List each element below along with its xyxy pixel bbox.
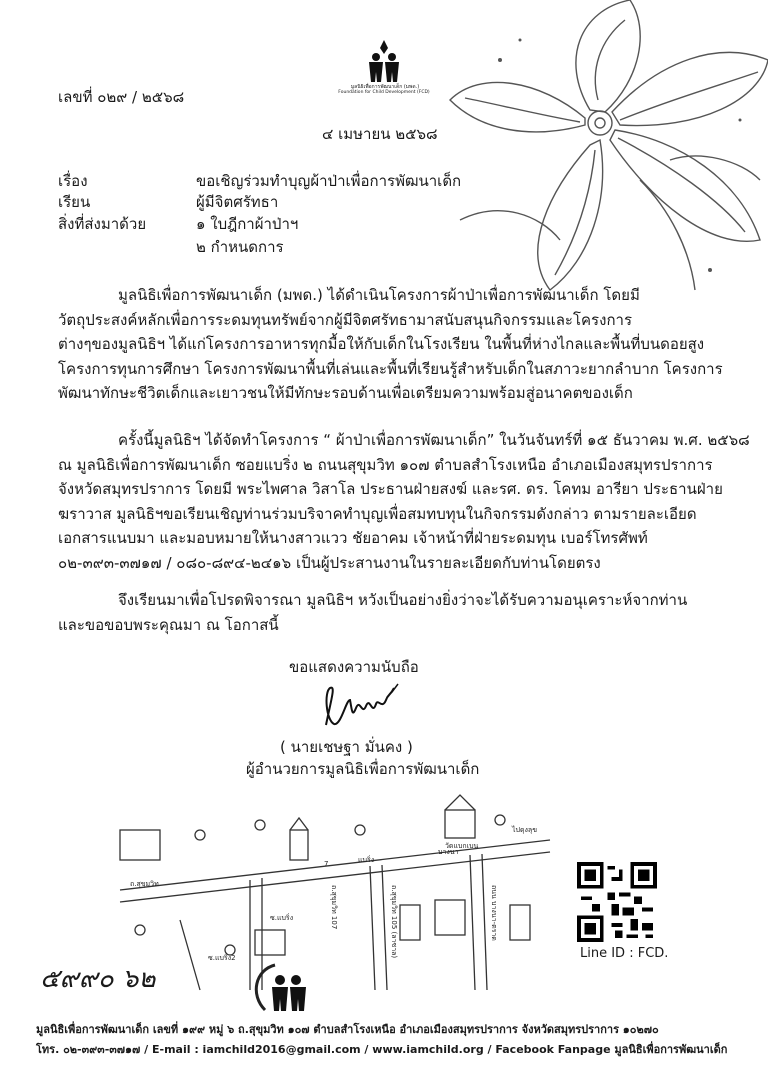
paragraph-line: โครงการทุนการศึกษา โครงการพัฒนาพื้นที่เล่นและพื้นที่เรียนรู้สำหรับเด็กในสภาวะยากลำบาก โครงการ — [58, 359, 723, 378]
foundation-logo-icon — [250, 955, 320, 1015]
map-label-to-bangna: ไปดุงลุข — [512, 826, 538, 834]
qr-code — [577, 862, 657, 942]
paragraph-line: จังหวัดสมุทรปราการ โดยมี พระไพศาล วิสาโล ประธานฝ่ายสงฆ์ และรศ. ดร. โคทม อารียา ประธานฝ่าย — [58, 480, 723, 498]
map-label-hospital: บางนา — [438, 848, 459, 856]
foundation-logo-icon — [364, 40, 404, 84]
enclosure-item-1: ๑ ใบฎีกาผ้าป่าฯ — [196, 215, 299, 233]
signer-title: ผู้อำนวยการมูลนิธิเพื่อการพัฒนาเด็ก — [246, 760, 480, 778]
location-map — [100, 790, 560, 1010]
map-label-store: 7 — [324, 860, 329, 868]
enclosure-label: สิ่งที่ส่งมาด้วย — [58, 215, 147, 233]
recipient-value: ผู้มีจิตศรัทธา — [196, 193, 279, 211]
letter-date: ๔ เมษายน ๒๕๖๘ — [322, 125, 438, 143]
foundation-name-th: มูลนิธิเพื่อการพัฒนาเด็ก (มพด.) — [350, 84, 420, 90]
paragraph-line: วัตถุประสงค์หลักเพื่อการระดมทุนทรัพย์จากผู้มีจิตศรัทธามาสนับสนุนกิจกรรมและโครงการ — [58, 310, 632, 329]
recipient-label: เรียน — [58, 193, 91, 211]
paragraph-line: จึงเรียนมาเพื่อโปรดพิจารณา มูลนิธิฯ หวังเป็นอย่างยิ่งว่าจะได้รับความอนุเคราะห์จากท่าน — [118, 591, 688, 609]
signer-name: ( นายเชษฐา มั่นคง ) — [280, 738, 413, 756]
paragraph-closing — [58, 588, 718, 637]
map-label-sukhumvit: ถ.สุขุมวิท — [130, 880, 159, 888]
paragraph-event — [58, 428, 750, 575]
closing-salutation: ขอแสดงความนับถือ — [289, 658, 419, 676]
footer-address: มูลนิธิเพื่อการพัฒนาเด็ก เลขที่ ๑๙๙ หมู่ ๖ ถ.สุขุมวิท ๑๐๗ ตำบลสำโรงเหนือ อำเภอเมืองสมุทรปราการ จังหวัดสมุทรปราการ ๑๐๒๗๐ — [36, 1023, 659, 1036]
map-label-sukhumvit107: ถ.สุขุมวิท 107 — [330, 885, 338, 930]
map-label-bearing: แบริ่ง — [358, 856, 375, 864]
footer-contact: โทร. ๐๒-๓๙๓-๓๗๑๗ / E-mail : iamchild2016@gmail.com / www.iamchild.org / Facebook Fanpage มูลนิธิเพื่อการพัฒนาเด็ก — [36, 1043, 728, 1056]
foundation-name-en: Foundation for Child Development (FCD) — [338, 90, 430, 95]
signature-image — [316, 680, 406, 730]
paragraph-line: และขอขอบพระคุณมา ณ โอกาสนี้ — [58, 615, 279, 634]
map-label-bearing2: ซ.แบริ่ง2 — [208, 954, 236, 962]
paragraph-line: ณ มูลนิธิเพื่อการพัฒนาเด็ก ซอยแบริ่ง ๒ ถนนสุขุมวิท ๑๐๗ ตำบลสำโรงเหนือ อำเภอเมืองสมุทรปราการ — [58, 455, 713, 474]
paragraph-line: เอกสารแนบมา และมอบหมายให้นางสาวแวว ชัยอาคม เจ้าหน้าที่ฝ่ายระดมทุน เบอร์โทรศัพท์ — [58, 529, 648, 547]
paragraph-line: พัฒนาทักษะชีวิตเด็กและเยาวชนให้มีทักษะรอบด้านเพื่อเตรียมความพร้อมสู่อนาคตของเด็ก — [58, 384, 633, 402]
paragraph-line: ครั้งนี้มูลนิธิฯ ได้จัดทำโครงการ “ ผ้าป่าเพื่อการพัฒนาเด็ก” ในวันจันทร์ที่ ๑๕ ธันวาคม พ.ศ. ๒๕๖๘ — [118, 431, 750, 449]
subject-label: เรื่อง — [58, 172, 88, 190]
paragraph-line: ฆราวาส มูลนิธิฯขอเรียนเชิญท่านร่วมบริจาคทำบุญเพื่อสมทบทุนในกิจกรรมดังกล่าว ตามรายละเอียด — [58, 504, 697, 523]
enclosure-item-2: ๒ กำหนดการ — [196, 238, 284, 256]
map-label-bearing-upper: ซ.แบริ่ง — [270, 914, 294, 922]
map-label-temple: วัดแบกเบน — [445, 842, 479, 850]
paragraph-line: มูลนิธิเพื่อการพัฒนาเด็ก (มพด.) ได้ดำเนินโครงการผ้าป่าเพื่อการพัฒนาเด็ก โดยมี — [118, 286, 640, 304]
paragraph-line: ต่างๆของมูลนิธิฯ ได้แก่โครงการอาหารทุกมื้อให้กับเด็กในโรงเรียน ในพื้นที่ห่างไกลและพื้นที่บนดอยสูง — [58, 335, 705, 353]
handwritten-note: ๕๙๙๐ ๖๒ — [40, 964, 156, 994]
paragraph-line: ๐๒-๓๙๓-๓๗๑๗ / ๐๘๐-๘๙๔-๒๔๑๖ เป็นผู้ประสานงานในรายละเอียดกับท่านโดยตรง — [58, 553, 601, 572]
flower-illustration — [440, 0, 768, 300]
qr-caption: Line ID : FCD. — [580, 946, 669, 961]
subject-value: ขอเชิญร่วมทำบุญผ้าป่าเพื่อการพัฒนาเด็ก — [196, 172, 462, 190]
document-number: เลขที่ ๐๒๙ / ๒๕๖๘ — [58, 88, 185, 106]
map-label-lasalle: ถ.สุขุมวิท 105 (ลาซาล) — [390, 885, 398, 959]
paragraph-intro — [58, 283, 723, 406]
map-label-bang-na-trat: ถนน บางนา-ตราด — [490, 885, 498, 941]
